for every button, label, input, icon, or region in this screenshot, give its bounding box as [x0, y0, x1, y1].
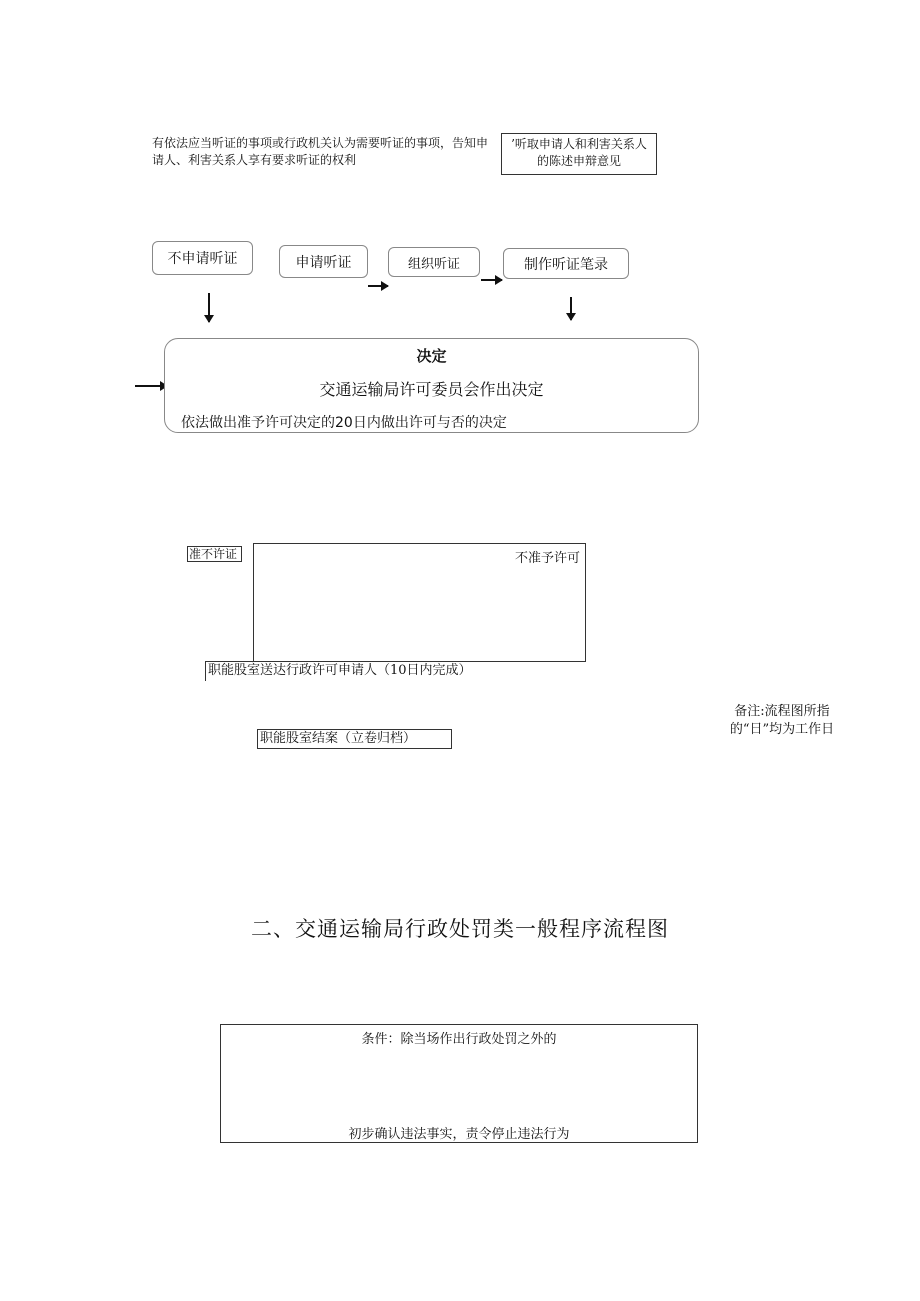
- not-permit-tag: [187, 546, 242, 562]
- archive-text: 职能股室结案（立卷归档）: [260, 731, 417, 746]
- organize-hearing-step: [388, 247, 480, 277]
- no-hearing-label: 不申请听证: [167, 251, 238, 267]
- not-permit-tag-text: 准不许证: [189, 547, 238, 561]
- apply-hearing-label: 申请听证: [295, 254, 352, 271]
- penalty-condition-box: [220, 1024, 698, 1143]
- arrow-no-hearing-down: [208, 293, 210, 322]
- make-record-label: 制作听证笔录: [524, 256, 608, 273]
- organize-hearing-label: 组织听证: [407, 256, 460, 272]
- section2-title: [0, 913, 920, 943]
- penalty-initial-fact: 初步确认违法事实，责令停止违法行为: [348, 1127, 570, 1142]
- make-record-step: [503, 248, 629, 279]
- archive-box: [257, 729, 452, 749]
- decision-body: 交通运输局许可委员会作出决定: [319, 380, 544, 399]
- arrow-organize-to-record: [481, 279, 502, 281]
- hearing-notice-box: [148, 133, 494, 171]
- not-permit-label: 不准予许可: [514, 551, 580, 566]
- workday-note: [726, 703, 838, 739]
- penalty-condition: 条件：除当场作出行政处罚之外的: [361, 1032, 557, 1047]
- deliver-line: [205, 661, 586, 681]
- decision-title: 决定: [416, 347, 447, 365]
- deliver-text: 职能股室送达行政许可申请人（10日内完成）: [208, 663, 472, 678]
- listen-opinions-box: [501, 133, 657, 175]
- arrow-record-down: [570, 297, 572, 320]
- arrow-into-decision: [135, 385, 167, 387]
- listen-opinions-text: ’听取申请人和利害关系人的陈述申辩意见: [511, 137, 647, 168]
- hearing-notice-text: 有依法应当听证的事项或行政机关认为需要听证的事项，告知申请人、利害关系人享有要求听证的权利: [152, 136, 489, 167]
- section2-title-text: 二、交通运输局行政处罚类一般程序流程图: [251, 917, 669, 941]
- no-hearing-step: [152, 241, 253, 275]
- apply-hearing-step: [279, 245, 368, 278]
- decision-deadline: 依法做出准予许可决定的20日内做出许可与否的决定: [181, 415, 507, 431]
- workday-note-text: 备注:流程图所指的“日”均为工作日: [729, 704, 835, 737]
- decision-box: [164, 338, 699, 433]
- arrow-apply-to-organize: [368, 285, 388, 287]
